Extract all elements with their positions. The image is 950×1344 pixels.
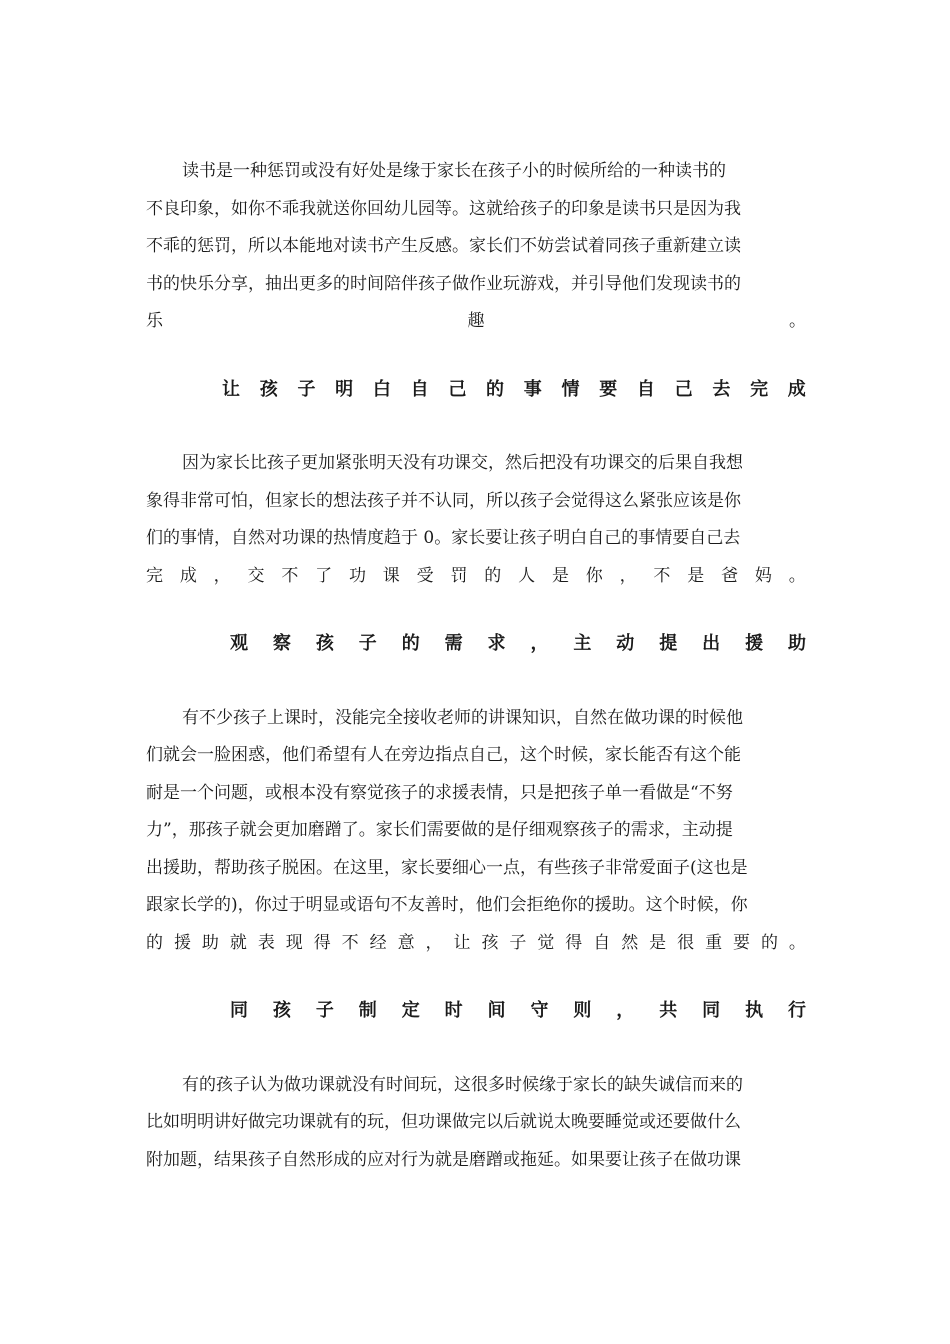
paragraph-time-rules <box>146 1067 806 1180</box>
char: 很 <box>677 932 695 953</box>
heading-char: 孩 <box>272 1000 291 1021</box>
heading-char: 求 <box>487 633 506 654</box>
char: 助 <box>201 932 219 953</box>
char: 然 <box>621 932 639 953</box>
char: 。 <box>788 932 806 953</box>
char: 妈 <box>754 565 772 586</box>
heading-char: 察 <box>272 633 291 654</box>
heading-char: 守 <box>530 1000 549 1021</box>
heading-char: 执 <box>745 1000 764 1021</box>
heading-char: 观 <box>230 633 248 654</box>
heading-char: 自 <box>636 378 655 400</box>
heading-char: 制 <box>358 1000 377 1021</box>
heading-char: 的 <box>401 633 420 654</box>
paragraph-line: 们的事情，自然对功课的热情度趋于 0。家长要让孩子明白自己的事情要自己去 <box>146 528 741 548</box>
heading-char: 白 <box>372 378 391 400</box>
char: 是 <box>551 565 569 586</box>
heading-char: ， <box>616 1000 635 1021</box>
paragraph-last-line <box>146 925 806 963</box>
paragraph-line: 象得非常可怕，但家长的想法孩子并不认同，所以孩子会觉得这么紧张应该是你 <box>146 490 741 511</box>
heading-char: 己 <box>674 378 693 400</box>
paragraph-own-responsibility <box>146 445 806 595</box>
char: 你 <box>585 565 603 586</box>
heading-char: 提 <box>659 633 678 654</box>
char: 不 <box>653 565 671 586</box>
char: ， <box>213 565 231 586</box>
heading-char: 去 <box>712 378 731 400</box>
heading-char: 己 <box>448 378 467 400</box>
paragraph-observe-needs <box>146 700 806 963</box>
heading-char: 自 <box>410 378 429 400</box>
heading-char: 同 <box>230 1000 248 1021</box>
char: 的 <box>484 565 502 586</box>
paragraph-line: 书的快乐分享，抽出更多的时间陪伴孩子做作业玩游戏，并引导他们发现读书的 <box>146 273 741 294</box>
heading-char: 助 <box>787 633 806 654</box>
paragraph-line: 有的孩子认为做功课就没有时间玩，这很多时候缘于家长的缺失诚信而来的 <box>182 1074 743 1095</box>
char: 要 <box>733 932 751 953</box>
heading-char: 出 <box>702 633 721 654</box>
heading-char: 子 <box>358 633 377 654</box>
char: 。 <box>789 311 806 331</box>
paragraph-line: 出援助，帮助孩子脱困。在这里，家长要细心一点，有些孩子非常爱面子(这也是 <box>146 857 748 878</box>
char: 现 <box>285 932 303 953</box>
char: 孩 <box>481 932 499 953</box>
heading-char: 援 <box>745 633 764 654</box>
heading-char: 动 <box>616 633 635 654</box>
char: 自 <box>593 932 611 953</box>
heading-char: 情 <box>561 378 580 400</box>
char: 了 <box>315 565 333 586</box>
char: ， <box>425 932 443 953</box>
char: 的 <box>760 932 778 953</box>
char: 是 <box>649 932 667 953</box>
heading-char: 子 <box>297 378 316 400</box>
paragraph-line: 读书是一种惩罚或没有好处是缘于家长在孩子小的时候所给的一种读书的 <box>182 161 726 181</box>
paragraph-line: 力”，那孩子就会更加磨蹭了。家长们需要做的是仔细观察孩子的需求，主动提 <box>146 820 733 840</box>
heading-char: 孩 <box>315 633 334 654</box>
paragraph-line: 有不少孩子上课时，没能完全接收老师的讲课知识，自然在做功课的时候他 <box>182 707 743 728</box>
char: 意 <box>397 932 415 953</box>
heading-char: 同 <box>702 1000 721 1021</box>
heading-char: 则 <box>573 1000 592 1021</box>
char: 觉 <box>537 932 555 953</box>
heading-char: 完 <box>750 378 769 400</box>
paragraph-line: 不乖的惩罚，所以本能地对读书产生反感。家长们不妨尝试着同孩子重新建立读 <box>146 236 741 256</box>
char: 成 <box>179 565 197 586</box>
char: 受 <box>416 565 434 586</box>
char: 不 <box>281 565 299 586</box>
char: 援 <box>173 932 191 953</box>
paragraph-line: 比如明明讲好做完功课就有的玩，但功课做完以后就说太晚要睡觉或还要做什么 <box>146 1112 741 1132</box>
section-heading <box>146 992 806 1030</box>
paragraph-reading-punishment <box>146 153 806 341</box>
char: 课 <box>382 565 400 586</box>
heading-char: 共 <box>659 1000 678 1021</box>
char: 是 <box>687 565 705 586</box>
paragraph-line: 跟家长学的)，你过于明显或语句不友善时，他们会拒绝你的援助。这个时候，你 <box>146 895 748 915</box>
heading-char: 的 <box>486 378 505 400</box>
section-heading <box>146 625 806 663</box>
heading-char: 明 <box>335 378 354 400</box>
document-page <box>146 153 806 1179</box>
char: 爸 <box>721 565 739 586</box>
char: 完 <box>146 565 163 586</box>
heading-char: 让 <box>222 378 240 400</box>
heading-char: 定 <box>401 1000 420 1021</box>
char: 趣 <box>467 311 485 331</box>
char: 让 <box>453 932 471 953</box>
char: 子 <box>509 932 527 953</box>
heading-char: 要 <box>599 378 618 400</box>
char: 不 <box>341 932 359 953</box>
char: 得 <box>565 932 583 953</box>
heading-char: 子 <box>315 1000 334 1021</box>
paragraph-line: 不良印象，如你不乖我就送你回幼儿园等。这就给孩子的印象是读书只是因为我 <box>146 198 741 219</box>
heading-char: 成 <box>787 378 806 400</box>
heading-char: 时 <box>444 1000 463 1021</box>
char: 功 <box>348 565 366 586</box>
char: 的 <box>146 932 163 953</box>
heading-char: ， <box>530 633 549 654</box>
char: 。 <box>788 565 806 586</box>
char: 表 <box>257 932 275 953</box>
heading-char: 孩 <box>259 378 278 400</box>
char: ， <box>619 565 637 586</box>
heading-char: 事 <box>523 378 542 400</box>
paragraph-last-line <box>146 303 806 341</box>
paragraph-last-line <box>146 558 806 596</box>
section-heading <box>146 371 806 409</box>
char: 人 <box>518 565 536 586</box>
paragraph-line: 附加题，结果孩子自然形成的应对行为就是磨蹭或拖延。如果要让孩子在做功课 <box>146 1149 741 1170</box>
char: 就 <box>229 932 247 953</box>
heading-char: 间 <box>487 1000 506 1021</box>
char: 重 <box>705 932 723 953</box>
char: 罚 <box>450 565 468 586</box>
char: 交 <box>247 565 265 586</box>
paragraph-line: 耐是一个问题，或根本没有察觉孩子的求援表情，只是把孩子单一看做是“不努 <box>146 782 733 803</box>
paragraph-line: 因为家长比孩子更加紧张明天没有功课交，然后把没有功课交的后果自我想 <box>182 453 743 473</box>
paragraph-line: 们就会一脸困惑，他们希望有人在旁边指点自己，这个时候，家长能否有这个能 <box>146 745 741 765</box>
heading-char: 主 <box>573 633 592 654</box>
heading-char: 行 <box>787 1000 806 1021</box>
char: 经 <box>369 932 387 953</box>
char: 乐 <box>146 311 163 331</box>
heading-char: 需 <box>444 633 463 654</box>
char: 得 <box>313 932 331 953</box>
